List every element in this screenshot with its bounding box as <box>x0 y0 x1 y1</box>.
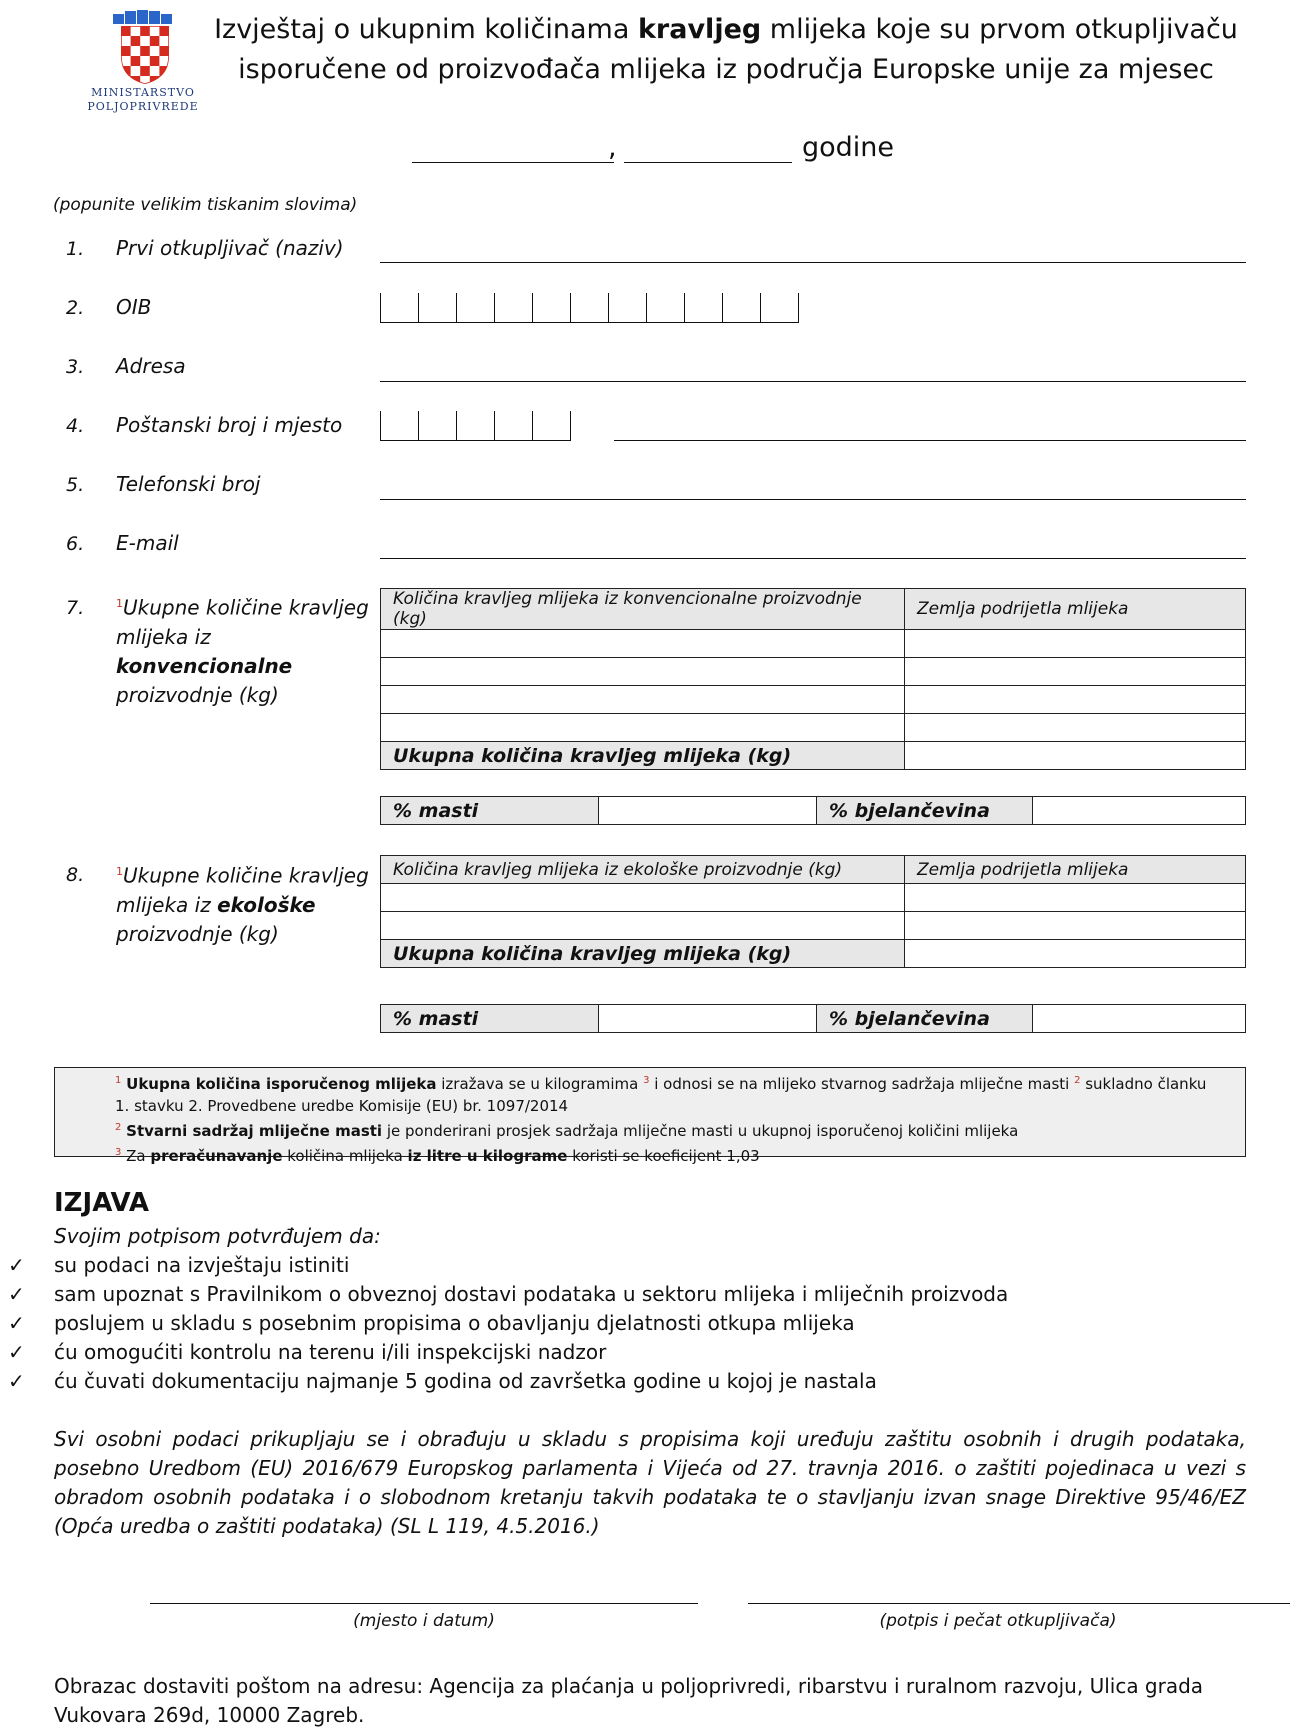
label-text: Ukupne količine kravljeg <box>123 863 369 888</box>
footnote-bold: iz litre u kilograme <box>407 1147 568 1165</box>
form-title-line1 <box>196 10 1256 50</box>
organic-table <box>380 855 1246 968</box>
footnote-marker: 2 <box>115 1122 122 1133</box>
quantity-cell[interactable] <box>381 884 905 912</box>
fat-cell[interactable] <box>599 1005 817 1033</box>
email-label: E-mail <box>116 531 179 555</box>
ministry-name <box>78 86 208 114</box>
footnote-text: izražava se u kilogramima <box>436 1075 644 1093</box>
checkmark-icon: ✓ <box>8 1282 25 1306</box>
footnote-1-cont: 1. stavku 2. Provedbene uredbe Komisije (EU) br. 1097/2014 <box>115 1097 569 1115</box>
form-title <box>196 10 1256 90</box>
statement-heading: IZJAVA <box>54 1188 150 1218</box>
footnote-bold: Stvarni sadržaj mliječne masti <box>126 1122 383 1140</box>
year-suffix: godine <box>802 132 895 163</box>
signature-label: (potpis i pečat otkupljivača) <box>879 1611 1117 1631</box>
footnote-text: sukladno članku <box>1080 1075 1207 1093</box>
field-number: 5. <box>66 474 85 496</box>
label-text: Ukupne količine <box>123 595 289 620</box>
title-text: Izvještaj o ukupnim količinama <box>214 14 638 45</box>
email-input[interactable] <box>380 558 1246 559</box>
col-country-header: Zemlja podrijetla mlijeka <box>905 589 1246 630</box>
country-cell[interactable] <box>905 658 1246 686</box>
quantity-cell[interactable] <box>381 686 905 714</box>
field-number: 4. <box>66 415 85 437</box>
buyer-name-input[interactable] <box>380 262 1246 263</box>
quantity-cell[interactable] <box>381 912 905 940</box>
total-text: mlijeka (kg) <box>656 942 792 965</box>
fill-instruction: (popunite velikim tiskanim slovima) <box>53 195 358 215</box>
postal-label: Poštanski broj i mjesto <box>116 413 343 437</box>
city-input[interactable] <box>614 440 1246 441</box>
country-cell[interactable] <box>905 714 1246 742</box>
title-text: mlijeka koje su prvom otkupljivaču <box>761 14 1238 45</box>
label-bold: ekološke <box>217 892 316 917</box>
footnote-ref: 1 <box>116 597 123 610</box>
footnote-marker: 3 <box>643 1075 650 1086</box>
checkmark-icon: ✓ <box>8 1253 25 1277</box>
col-country-header: Zemlja podrijetla mlijeka <box>905 856 1246 884</box>
country-cell[interactable] <box>905 630 1246 658</box>
address-input[interactable] <box>380 381 1246 382</box>
label-text: kravljeg <box>288 595 369 620</box>
footnote-text: količina mlijeka <box>282 1147 408 1165</box>
footnote-marker: 2 <box>1074 1075 1081 1086</box>
total-label <box>381 940 905 968</box>
label-text: proizvodnje (kg) <box>116 921 279 946</box>
date-separator: , <box>608 132 617 163</box>
total-cell[interactable] <box>905 742 1246 770</box>
label-text: proizvodnje (kg) <box>116 682 279 707</box>
quantity-cell[interactable] <box>381 658 905 686</box>
country-cell[interactable] <box>905 912 1246 940</box>
year-input-line[interactable] <box>624 162 792 163</box>
field-number: 8. <box>66 864 85 886</box>
footnote-bold: Ukupna količina isporučenog mlijeka <box>126 1075 437 1093</box>
col-quantity-header: Količina kravljeg mlijeka iz ekološke proizvodnje (kg) <box>381 856 905 884</box>
field-number: 1. <box>66 238 85 260</box>
phone-input[interactable] <box>380 499 1246 500</box>
total-text: Ukupna količina <box>393 744 570 767</box>
field-number: 6. <box>66 533 85 555</box>
footnotes-box <box>54 1067 1246 1165</box>
oib-digit-boxes[interactable] <box>380 293 799 323</box>
col-quantity-header: Količina kravljeg mlijeka iz konvencionalne proizvodnje (kg) <box>381 589 905 630</box>
total-text: kravljeg <box>569 942 657 965</box>
conventional-section-label <box>116 589 376 710</box>
oib-label: OIB <box>116 295 152 319</box>
phone-label: Telefonski broj <box>116 472 261 496</box>
statement-intro: Svojim potpisom potvrđujem da: <box>54 1224 381 1248</box>
footnote-text: koristi se koeficijent 1,03 <box>567 1147 760 1165</box>
label-bold: konvencionalne <box>116 653 293 678</box>
protein-label: % bjelančevina <box>817 1005 1033 1033</box>
statement-item: sam upoznat s Pravilnikom o obveznoj dostavi podataka u sektoru mlijeka i mliječnih proizvoda <box>54 1282 1009 1306</box>
ministry-name-line1: MINISTARSTVO <box>91 86 195 99</box>
buyer-name-label: Prvi otkupljivač (naziv) <box>116 236 344 260</box>
checkmark-icon: ✓ <box>8 1311 25 1335</box>
protein-cell[interactable] <box>1033 1005 1246 1033</box>
country-cell[interactable] <box>905 686 1246 714</box>
total-label <box>381 742 905 770</box>
address-label: Adresa <box>116 354 186 378</box>
footnote-text: i odnosi se na mlijeko stvarnog sadržaja mliječne masti <box>649 1075 1075 1093</box>
statement-item: ću čuvati dokumentaciju najmanje 5 godina od završetka godine u kojoj je nastala <box>54 1369 877 1393</box>
total-text: mlijeka (kg) <box>656 744 792 767</box>
footnote-2 <box>115 1117 1245 1142</box>
gdpr-notice: Svi osobni podaci prikupljaju se i obrađuju u skladu s propisima koji uređuju zaštitu osobnih i drugih podataka, posebno Uredbom (EU) 2016/679 Europskog parlamenta i Vijeća od 27. travnja 2016. o zaštiti pojedinaca u vezi s obradom osobnih podataka i o slobodnom kretanju takvih podataka te o stavljanju izvan snage Direktive 95/46/EZ (Opća uredba o zaštiti podataka) (SL L 119, 4.5.2016.) <box>54 1427 1246 1538</box>
checkmark-icon: ✓ <box>8 1340 25 1364</box>
mailing-address: Obrazac dostaviti poštom na adresu: Agencija za plaćanja u poljoprivredi, ribarstvu i ruralnom razvoju, Ulica grada Vukovara 269d, 10000 Zagreb. <box>54 1674 1204 1727</box>
statement-item: ću omogućiti kontrolu na terenu i/ili inspekcijski nadzor <box>54 1340 607 1364</box>
footnote-text: je ponderirani prosjek sadržaja mliječne masti u ukupnoj isporučenoj količini mlijeka <box>382 1122 1019 1140</box>
conventional-quality-row <box>380 796 1246 825</box>
statement-item: poslujem u skladu s posebnim propisima o obavljanju djelatnosti otkupa mlijeka <box>54 1311 855 1335</box>
label-text: mlijeka iz <box>116 624 211 649</box>
field-number: 7. <box>66 597 85 619</box>
quantity-cell[interactable] <box>381 630 905 658</box>
fat-cell[interactable] <box>599 797 817 825</box>
protein-label: % bjelančevina <box>817 797 1033 825</box>
title-bold: kravljeg <box>637 14 762 45</box>
organic-quality-row <box>380 1004 1246 1033</box>
ministry-name-line2: POLJOPRIVREDE <box>87 100 199 113</box>
month-input-line[interactable] <box>412 162 614 163</box>
checkmark-icon: ✓ <box>8 1369 25 1393</box>
total-text: kravljeg <box>569 744 657 767</box>
total-text: Ukupna količina <box>393 942 570 965</box>
total-cell[interactable] <box>905 940 1246 968</box>
footnote-bold: preračunavanje <box>150 1147 283 1165</box>
footnote-marker: 1 <box>115 1075 122 1086</box>
footnote-text: Za <box>126 1147 151 1165</box>
statement-item: su podaci na izvještaju istiniti <box>54 1253 350 1277</box>
place-date-input[interactable] <box>150 1603 698 1604</box>
postal-code-boxes[interactable] <box>380 411 571 441</box>
footnote-3 <box>115 1142 1245 1167</box>
signature-input[interactable] <box>748 1603 1290 1604</box>
protein-cell[interactable] <box>1033 797 1246 825</box>
country-cell[interactable] <box>905 884 1246 912</box>
fat-label: % masti <box>381 797 599 825</box>
footnote-1 <box>115 1070 1245 1095</box>
place-date-label: (mjesto i datum) <box>353 1611 495 1631</box>
quantity-cell[interactable] <box>381 714 905 742</box>
label-text: mlijeka iz <box>116 892 218 917</box>
form-title-line2: isporučene od proizvođača mlijeka iz područja Europske unije za mjesec <box>238 54 1214 85</box>
footnote-ref: 1 <box>116 865 123 878</box>
fat-label: % masti <box>381 1005 599 1033</box>
organic-section-label <box>116 857 376 949</box>
field-number: 2. <box>66 297 85 319</box>
footnote-marker: 3 <box>115 1147 122 1158</box>
field-number: 3. <box>66 356 85 378</box>
coat-of-arms-icon <box>85 6 205 86</box>
conventional-table <box>380 588 1246 770</box>
